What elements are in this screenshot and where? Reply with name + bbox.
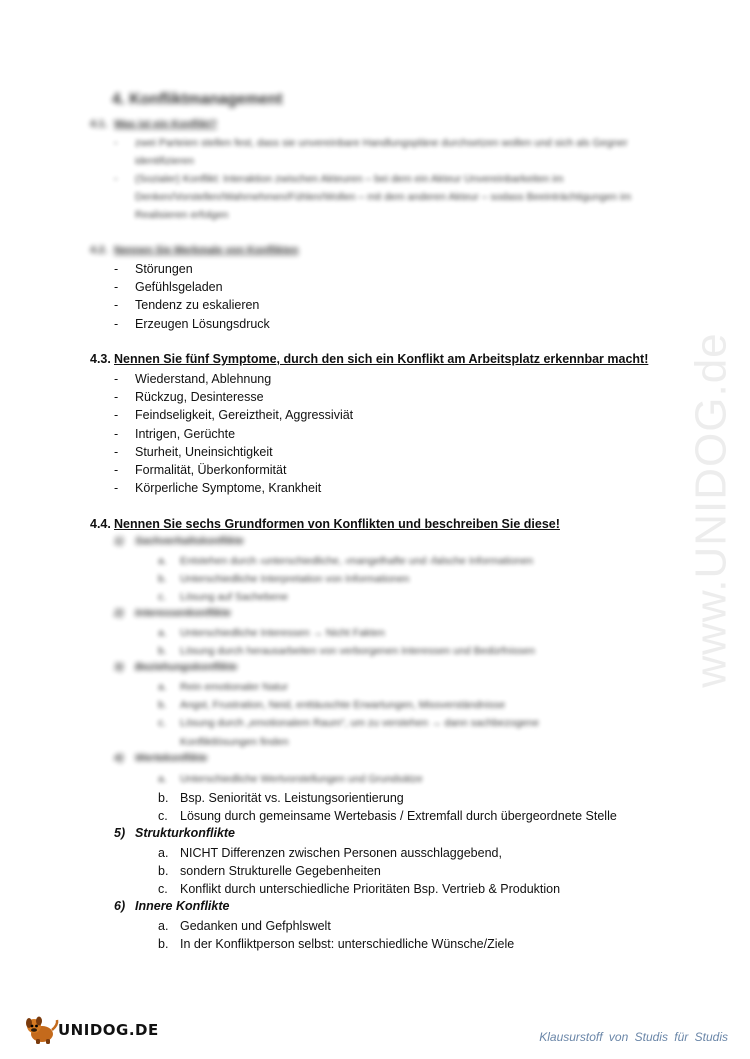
list-item: - Störungen xyxy=(114,262,193,276)
question-4-1: 4.1. Was ist ein Konflikt? xyxy=(90,118,217,130)
list-item: - Gefühlsgeladen xyxy=(114,280,223,295)
list-item: - Sturheit, Uneinsichtigkeit xyxy=(114,444,273,459)
list-item: b. Bsp. Seniorität vs. Leistungsorientierung xyxy=(158,791,404,805)
list-item: - Körperliche Symptome, Krankheit xyxy=(114,481,322,496)
sublist-6 xyxy=(158,917,514,953)
list-item: a. Rein emotionaler Natur xyxy=(158,681,288,693)
sublist-4 xyxy=(158,789,617,825)
section-title: 4. Konfliktmanagement xyxy=(112,91,283,108)
list-item: a. Entstehen durch ›unterschiedliche, ›mangelhafte und ›falsche Informationen xyxy=(158,555,534,567)
list-item: - Rückzug, Desinteresse xyxy=(114,390,264,405)
answer-4-1-item-1: - zwei Parteien stellen fest, dass sie unvereinbare Handlungspläne durchsetzen wollen und sich als Gegner identifizieren xyxy=(114,137,628,167)
list-item: b. Unterschiedliche Interpretation von Informationen xyxy=(158,573,410,586)
list-item: c. Lösung durch „emotionalem Raum“, um zu verstehen → dann sachbezogene xyxy=(158,717,539,730)
list-item: - Formalität, Überkonformität xyxy=(114,462,287,477)
list-item: a. NICHT Differenzen zwischen Personen ausschlaggebend, xyxy=(158,846,502,860)
subheading-5: 5) Strukturkonflikte xyxy=(114,826,236,840)
question-4-3: 4.3. Nennen Sie fünf Symptome, durch den sich ein Konflikt am Arbeitsplatz erkennbar macht! xyxy=(90,352,649,366)
list-item: - Intrigen, Gerüchte xyxy=(114,426,236,441)
answer-4-1-item-2: - (Sozialer) Konflikt: Interaktion zwischen Akteuren – bei dem ein Akteur Unvereinbarkeiten im Denken/Vorstellen/Wahrnehmen/Fühlen/Wollen – mit dem anderen Akteur – sodass Beeinträchtigungen im Realisieren erfolgen xyxy=(114,173,632,221)
list-item: c. Konflikt durch unterschiedliche Prioritäten Bsp. Vertrieb & Produktion xyxy=(158,882,561,897)
list-item: a. Unterschiedliche Interessen → Nicht Fakten xyxy=(158,627,385,639)
list-item: - Erzeugen Lösungsdruck xyxy=(114,316,270,331)
sublist-1 xyxy=(158,552,533,607)
question-4-4: 4.4. Nennen Sie sechs Grundformen von Konflikten und beschreiben Sie diese! xyxy=(90,517,560,531)
subheading-4: 4) Wertekonflikte xyxy=(114,752,208,764)
list-item: b. Lösung durch herausarbeiten von verborgenen Interessen und Bedürfnissen xyxy=(158,645,535,658)
list-item: - Feindseligkeit, Gereiztheit, Aggressiviät xyxy=(114,408,354,423)
sublist-4-blurred xyxy=(158,770,423,788)
footer-tagline: Klausurstoff von Studis für Studis xyxy=(539,1030,728,1044)
subheading-2: 2) Interessenkonflikte xyxy=(114,607,231,619)
list-item: a. Gedanken und Gefphlswelt xyxy=(158,919,331,933)
list-item: b. Angst, Frustration, Neid, enttäuschte Erwartungen, Missverständnisse xyxy=(158,699,506,712)
question-4-2: 4.2. Nennen Sie Merkmale von Konflikten xyxy=(90,244,299,256)
list-item: a. Unterschiedliche Wertvorstellungen und Grundsätze xyxy=(158,773,423,785)
subheading-1: 1) Sachverhaltskonflikte xyxy=(114,535,244,547)
subheading-3: 3) Beziehungskonflikte xyxy=(114,661,238,673)
sublist-5 xyxy=(158,844,560,899)
sublist-3 xyxy=(158,678,539,751)
subheading-6: 6) Innere Konflikte xyxy=(114,899,230,913)
logo-text: UNIDOG.DE xyxy=(58,1021,159,1039)
unidog-logo xyxy=(22,1014,159,1046)
list-item: - Wiederstand, Ablehnung xyxy=(114,372,272,386)
list-item: c. Lösung auf Sachebene xyxy=(158,591,289,604)
list-item: c. Lösung durch gemeinsame Wertebasis / Extremfall durch übergeordnete Stelle xyxy=(158,809,617,824)
answer-list-4-3 xyxy=(114,370,353,497)
dog-mascot-icon xyxy=(22,1015,60,1045)
list-item: b. In der Konfliktperson selbst: unterschiedliche Wünsche/Ziele xyxy=(158,937,515,952)
list-item: - Tendenz zu eskalieren xyxy=(114,298,260,313)
list-item: b. sondern Strukturelle Gegebenheiten xyxy=(158,864,381,879)
watermark: www.UNIDOG.de xyxy=(687,332,737,688)
list-item: Konfliktlösungen finden xyxy=(180,735,289,748)
sublist-2 xyxy=(158,624,535,660)
answer-list-4-2 xyxy=(114,260,270,333)
